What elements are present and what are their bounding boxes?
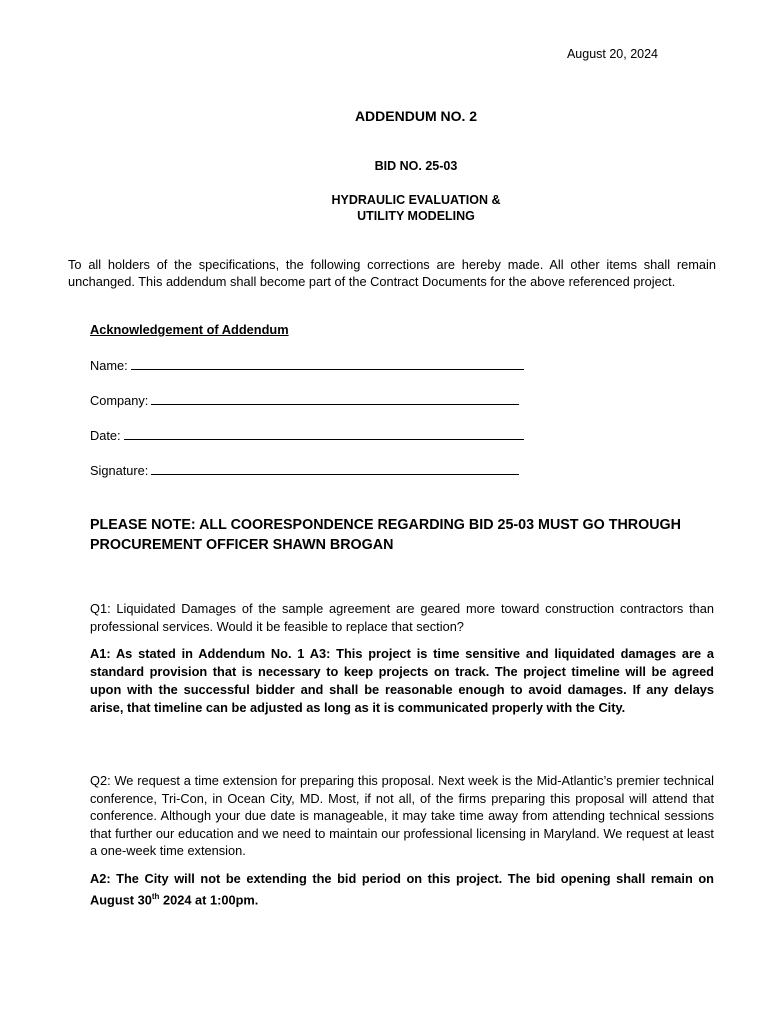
date-line[interactable] [124, 427, 524, 440]
answer-2-superscript: th [151, 892, 160, 901]
name-field[interactable] [90, 357, 524, 373]
answer-2-text: A2: The City will not be extending the bid period on this project. The bid opening shall remain on August 30 [90, 871, 714, 908]
question-1: Q1: Liquidated Damages of the sample agreement are geared more toward construction contractors than professional services. Would it be feasible to replace that section? [90, 601, 714, 634]
company-line[interactable] [151, 392, 519, 405]
project-title-line-1: HYDRAULIC EVALUATION & [331, 193, 501, 207]
letter-date: August 20, 2024 [566, 47, 658, 61]
signature-line[interactable] [151, 462, 519, 475]
intro-paragraph: To all holders of the specifications, the following corrections are hereby made. All other items shall remain unchanged. This addendum shall become part of the Contract Documents for the above referenced project. [68, 257, 716, 289]
answer-2-text-end: 2024 at 1:00pm. [159, 892, 259, 908]
company-label: Company: [90, 393, 149, 408]
answer-1: A1: As stated in Addendum No. 1 A3: This project is time sensitive and liquidated damages are a standard provision that is necessary to keep projects on track. The project timeline will be agreed upon with the successful bidder and shall be reasonable enough to avoid damages. If any delays arise, that timeline can be adjusted as long as it is communicated properly with the City. [90, 646, 714, 715]
addendum-title: ADDENDUM NO. 2 [354, 108, 478, 124]
signature-field[interactable] [90, 462, 519, 478]
signature-label: Signature: [90, 463, 149, 478]
acknowledgement-heading: Acknowledgement of Addendum [90, 322, 289, 337]
correspondence-notice: PLEASE NOTE: ALL COORESPONDENCE REGARDING BID 25-03 MUST GO THROUGH PROCUREMENT OFFICER SHAWN BROGAN [90, 517, 681, 553]
project-title [0, 192, 770, 224]
date-label: Date: [90, 428, 121, 443]
question-2: Q2: We request a time extension for preparing this proposal. Next week is the Mid-Atlantic’s premier technical conference, Tri-Con, in Ocean City, MD. Most, if not all, of the firms preparing this proposal will attend that conference. Although your due date is manageable, it may take time away from attending technical sessions that further our education and we need to maintain our professional licensing in Maryland. We request at least a one-week time extension. [90, 773, 714, 858]
date-field[interactable] [90, 427, 524, 443]
name-line[interactable] [131, 357, 524, 370]
name-label: Name: [90, 358, 128, 373]
bid-number: BID NO. 25-03 [374, 159, 458, 173]
project-title-line-2: UTILITY MODELING [357, 209, 475, 223]
answer-2 [90, 870, 714, 909]
company-field[interactable] [90, 392, 519, 408]
